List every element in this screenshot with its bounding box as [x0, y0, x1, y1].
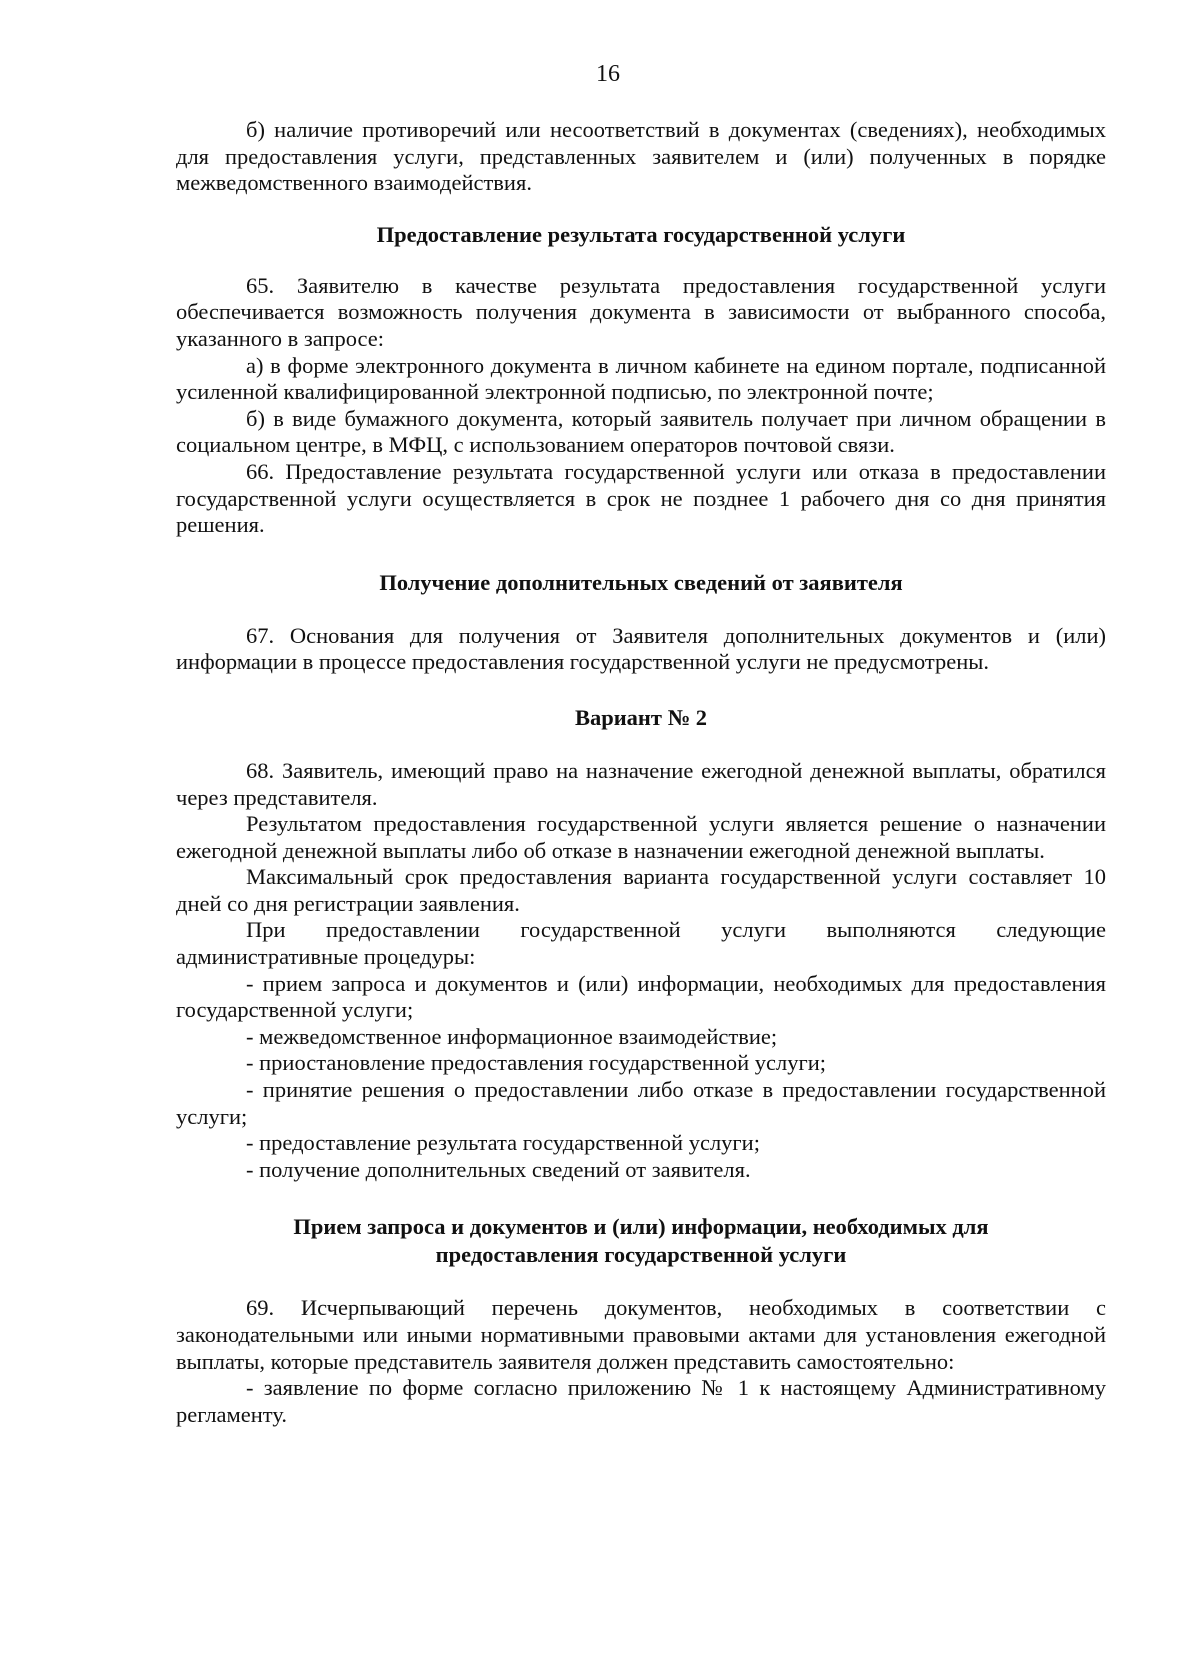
paragraph-67: 67. Основания для получения от Заявителя дополнительных документов и (или) информации в процессе предоставления государственной услуги не предусмотрены. [176, 622, 1106, 675]
list-item-application: - заявление по форме согласно приложению № 1 к настоящему Административному регламенту. [176, 1375, 1106, 1427]
paragraph-69: 69. Исчерпывающий перечень документов, необходимых в соответствии с законодательными или иными нормативными правовыми актами для установления ежегодной выплаты, которые представитель заявителя должен представить самостоятельно: [176, 1295, 1106, 1374]
list-item-result: - предоставление результата государственной услуги; [246, 1130, 760, 1156]
page-number: 16 [596, 61, 620, 87]
list-item-reception: - прием запроса и документов и (или) информации, необходимых для предоставления государственной услуги; [176, 970, 1106, 1023]
section-title-variant-2: Вариант № 2 [574, 704, 708, 730]
section-title-additional-info: Получение дополнительных сведений от заявителя [379, 569, 903, 595]
section-title-reception [176, 1213, 1106, 1269]
paragraph-68-max-term: Максимальный срок предоставления варианта государственной услуги составляет 10 дней со дня регистрации заявления. [176, 864, 1106, 916]
paragraph-65-b: б) в виде бумажного документа, который заявитель получает при личном обращении в социальном центре, в МФЦ, с использованием операторов почтовой связи. [176, 405, 1106, 458]
document-body [176, 117, 1106, 1428]
paragraph-b-contradictions: б) наличие противоречий или несоответствий в документах (сведениях), необходимых для предоставления услуги, представленных заявителем и (или) полученных в порядке межведомственного взаимодействия. [176, 117, 1106, 196]
paragraph-66: 66. Предоставление результата государственной услуги или отказа в предоставлении государственной услуги осуществляется в срок не позднее 1 рабочего дня со дня принятия решения. [176, 458, 1106, 538]
list-item-decision: - принятие решения о предоставлении либо отказе в предоставлении государственной услуги; [176, 1077, 1106, 1129]
section-title-result: Предоставление результата государственной услуги [376, 221, 906, 247]
list-item-additional-info: - получение дополнительных сведений от заявителя. [246, 1156, 751, 1182]
list-item-interagency: - межведомственное информационное взаимодействие; [246, 1023, 778, 1049]
paragraph-68: 68. Заявитель, имеющий право на назначение ежегодной денежной выплаты, обратился через представителя. [176, 757, 1106, 810]
section-title-reception-line2: предоставления государственной услуги [435, 1242, 847, 1268]
paragraph-68-procedures: При предоставлении государственной услуги выполняются следующие административные процедуры: [176, 917, 1106, 970]
section-title-reception-line1: Прием запроса и документов и (или) информации, необходимых для [293, 1214, 989, 1240]
list-item-suspension: - приостановление предоставления государственной услуги; [246, 1050, 827, 1076]
paragraph-65: 65. Заявителю в качестве результата предоставления государственной услуги обеспечивается возможность получения документа в зависимости от выбранного способа, указанного в запросе: [176, 272, 1106, 351]
paragraph-68-result: Результатом предоставления государственной услуги является решение о назначении ежегодной денежной выплаты либо об отказе в назначении ежегодной денежной выплаты. [176, 811, 1106, 863]
paragraph-65-a: а) в форме электронного документа в личном кабинете на едином портале, подписанной усиленной квалифицированной электронной подписью, по электронной почте; [176, 352, 1106, 405]
